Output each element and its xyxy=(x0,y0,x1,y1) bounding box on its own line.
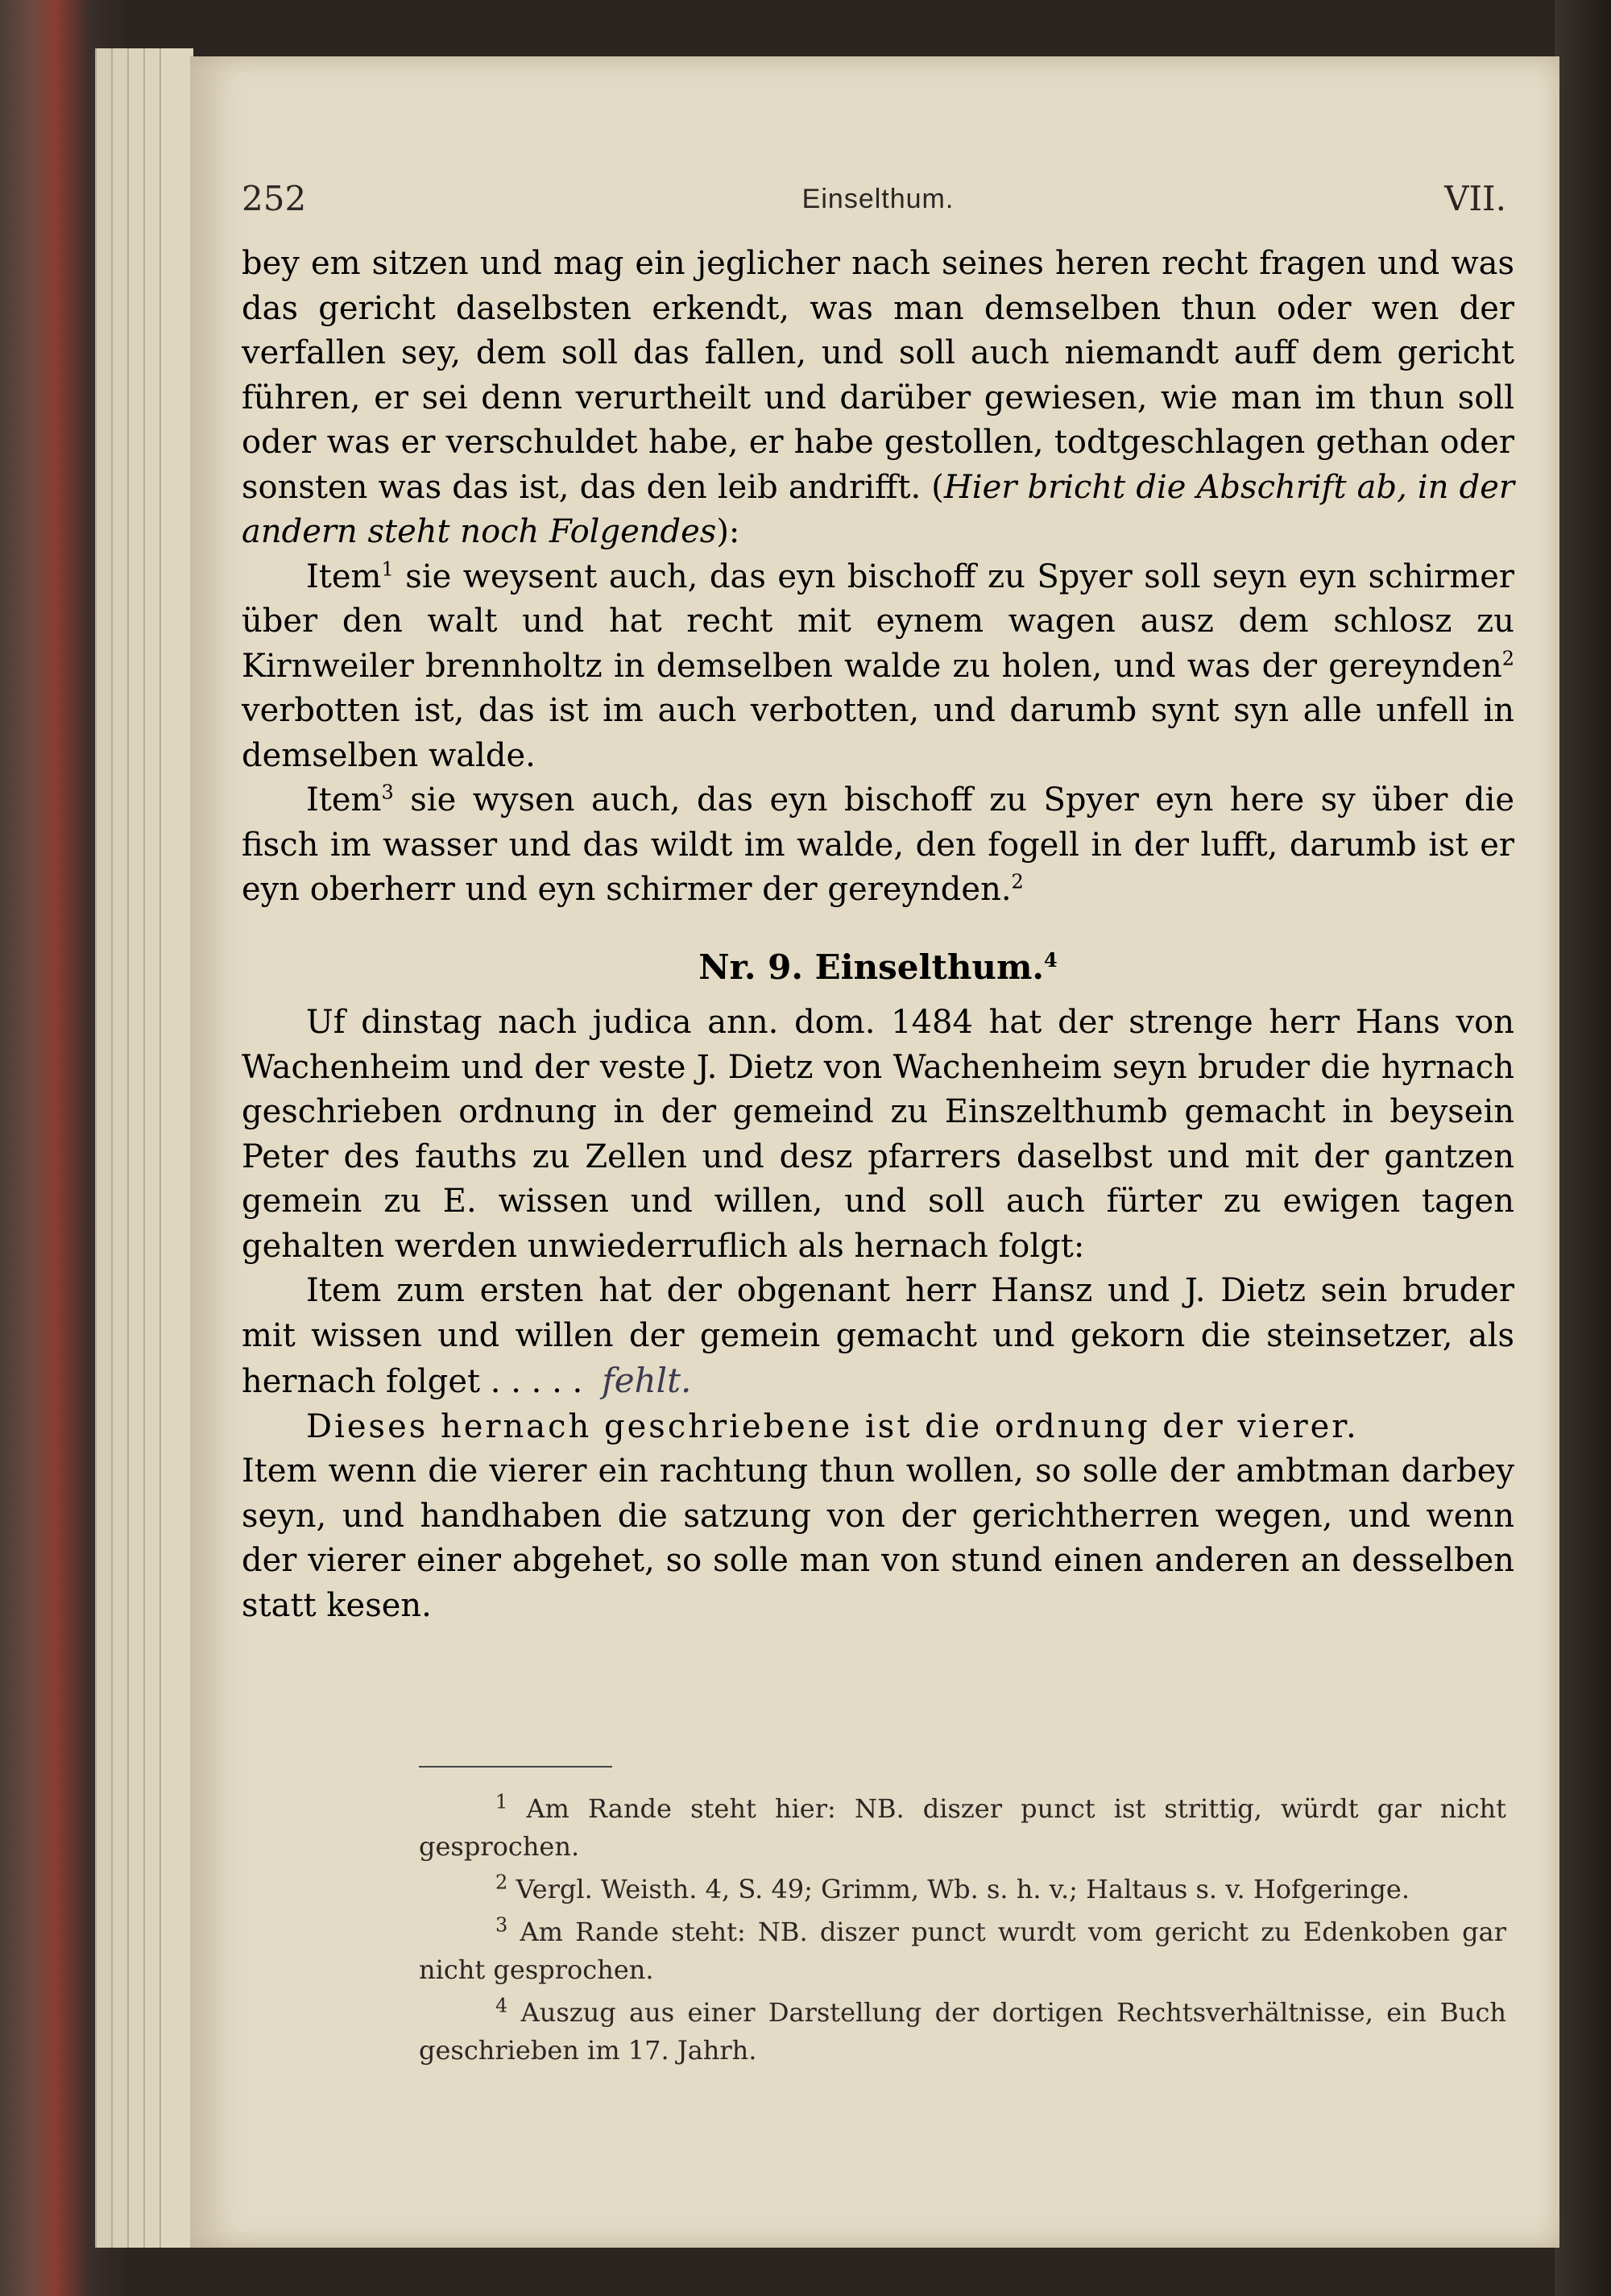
page-edge xyxy=(159,48,193,2248)
footnote-ref: 3 xyxy=(381,781,394,804)
footnote-ref: 4 xyxy=(1044,947,1058,972)
footnote-3: $^3$ Am Rande steht: NB. diszer punct wurdt vom gericht zu Edenkoben gar nicht gesprochen. xyxy=(419,1913,1507,1985)
footnote-2: $^2$ Vergl. Weisth. 4, S. 49; Grimm, Wb. s. h. v.; Haltaus s. v. Hofgeringe. xyxy=(495,1871,1410,1904)
running-head xyxy=(242,179,1514,227)
paragraph-1: bey em sitzen und mag ein jeglicher nach seines heren recht fragen und was das gericht daselbsten erkendt, was man demselben thun oder wen der verfallen sey, dem soll das fallen, und soll auch niemandt auff dem gericht führen, er sei denn verurtheilt und darüber gewiesen, wie man im thun soll oder was er verschuldet habe, er habe gestollen, todtgeschlagen gethan oder sonsten was das ist, das den leib andrifft. (Hier bricht die Abschrift ab, in der andern steht noch Folgendes): xyxy=(242,245,1514,550)
running-title: Einselthum. xyxy=(801,184,955,214)
handwritten-annotation: fehlt. xyxy=(602,1361,692,1400)
body-text xyxy=(242,242,1514,1628)
footnotes xyxy=(419,1790,1506,2074)
footnote-rule xyxy=(419,1766,612,1768)
paragraph-4: Uf dinstag nach judica ann. dom. 1484 hat der strenge herr Hans von Wachenheim und der veste J. Dietz von Wachenheim seyn bruder die hyrnach geschrieben ordnung in der gemeind zu Einszelthumb gemacht in beysein Peter des fauths zu Zellen und desz pfarrers daselbst und mit der gantzen gemein zu E. wissen und willen, und soll auch fürter zu ewigen tagen gehalten werden unwiederruflich als hernach folgt: xyxy=(242,1004,1514,1265)
paragraph-3: Item$^3$ sie wysen auch, das eyn bischoff zu Spyer eyn here sy über die fisch im wasser und das wildt im walde, den fogell in der lufft, darumb ist er eyn oberherr und eyn schirmer der gereynden.$^2$ xyxy=(242,781,1514,908)
page-number: 252 xyxy=(242,179,307,218)
editorial-note: Hier bricht die Abschrift ab, in der andern steht noch Folgendes xyxy=(242,468,1514,550)
chapter-number: VII. xyxy=(1444,179,1506,218)
footnote-4: $^4$ Auszug aus einer Darstellung der dortigen Rechtsverhältnisse, ein Buch geschrieben im 17. Jahrh. xyxy=(419,1994,1507,2066)
paragraph-2: Item$^1$ sie weysent auch, das eyn bischoff zu Spyer soll seyn eyn schirmer über den walt und hat recht mit eynem wagen ausz dem schlosz zu Kirnweiler brennholtz in demselben walde zu holen, und was der gereynden$^2$ verbotten ist, das ist im auch verbotten, und darumb synt syn alle unfell in demselben walde. xyxy=(242,557,1514,774)
footnote-ref: 2 xyxy=(1501,647,1514,670)
paragraph-6-title: Dieses hernach geschriebene ist die ordnung der vierer. xyxy=(306,1407,1359,1445)
paragraph-5: Item zum ersten hat der obgenant herr Hansz und J. Dietz sein bruder mit wissen und willen der gemein gemacht und gekorn die steinsetzer, als hernach folget . . . . . fehlt. xyxy=(242,1272,1514,1400)
footnote-1: $^1$ Am Rande steht hier: NB. diszer punct ist strittig, würdt gar nicht gesprochen. xyxy=(419,1790,1507,1862)
footnote-ref: 2 xyxy=(1011,870,1024,893)
paragraph-6: Item wenn die vierer ein rachtung thun wollen, so solle der ambtman darbey seyn, und handhaben die satzung von der gerichtherren wegen, und wenn der vierer einer abgehet, so solle man von stund einen anderen an desselben statt kesen. xyxy=(242,1453,1514,1624)
footnote-ref: 1 xyxy=(381,557,394,581)
section-heading: Nr. 9. Einselthum.$^4$ xyxy=(698,947,1058,987)
book-spine xyxy=(1555,0,1611,2296)
